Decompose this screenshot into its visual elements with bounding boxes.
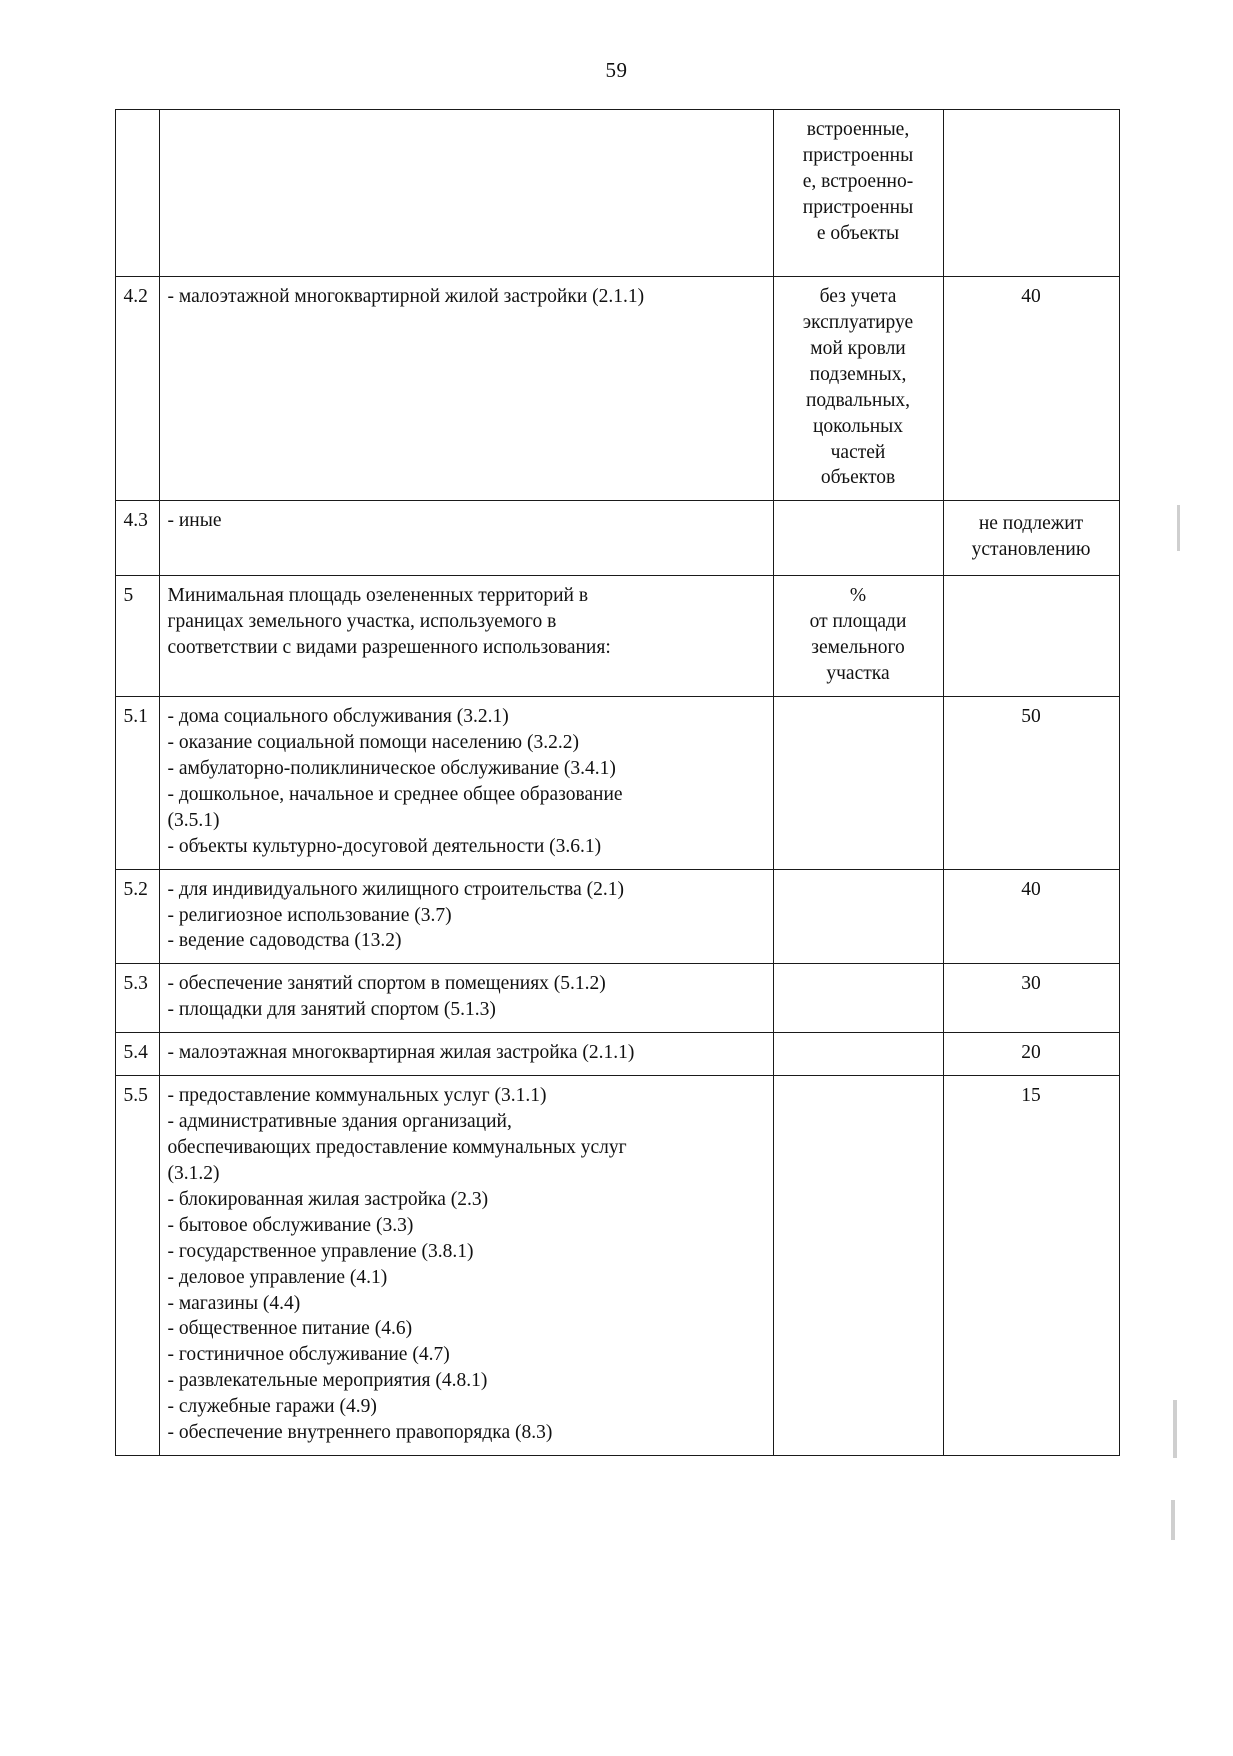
row-unit-cell (773, 1076, 943, 1456)
table-row (115, 1076, 1119, 1456)
table-row (115, 1033, 1119, 1076)
row-value-cell: 20 (943, 1033, 1119, 1076)
row-description-cell (159, 869, 773, 964)
description-line: - административные здания организаций, (167, 1111, 512, 1133)
description-line: - площадки для занятий спортом (5.1.3) (167, 999, 496, 1021)
row-number-cell (115, 110, 159, 277)
unit-line: пристроенны (802, 144, 914, 166)
row-number-cell: 5.2 (115, 869, 159, 964)
unit-line: частей (830, 441, 886, 463)
unit-line: участка (826, 663, 890, 685)
unit-line: земельного (811, 637, 905, 659)
description-line: - предоставление коммунальных услуг (3.1.1) (167, 1085, 547, 1107)
unit-line: мой кровли (810, 337, 906, 359)
row-unit-cell (773, 277, 943, 501)
row-unit-cell (773, 501, 943, 576)
row-unit-cell (773, 964, 943, 1033)
description-line: границах земельного участка, используемого в (167, 611, 557, 633)
row-number-cell: 5.3 (115, 964, 159, 1033)
description-line: - магазины (4.4) (167, 1292, 301, 1314)
scan-artifact-mark (1171, 1500, 1175, 1540)
table-body (115, 110, 1119, 1456)
description-line: - деловое управление (4.1) (167, 1266, 388, 1288)
regulations-table-container (115, 109, 1119, 1456)
row-value-cell: 50 (943, 697, 1119, 870)
description-line: Минимальная площадь озелененных территорий в (167, 585, 589, 607)
row-unit-cell (773, 110, 943, 277)
description-line: - дошкольное, начальное и среднее общее образование (167, 783, 623, 805)
table-row (115, 576, 1119, 697)
row-number-cell: 5.5 (115, 1076, 159, 1456)
unit-line: эксплуатируе (802, 311, 914, 333)
page-number: 59 (605, 58, 628, 82)
description-line: - религиозное использование (3.7) (167, 904, 452, 926)
description-line: - обеспечение внутреннего правопорядка (8.3) (167, 1422, 553, 1444)
table-row (115, 697, 1119, 870)
row-unit-cell (773, 1033, 943, 1076)
description-line: - амбулаторно-поликлиническое обслуживание (3.4.1) (167, 757, 616, 779)
unit-line: е, встроенно- (802, 170, 914, 192)
description-line: - государственное управление (3.8.1) (167, 1240, 474, 1262)
unit-line: встроенные, (806, 119, 910, 140)
row-description-cell: - иные (159, 501, 773, 576)
row-description-cell (159, 1076, 773, 1456)
table-row (115, 110, 1119, 277)
row-description-cell (159, 576, 773, 697)
table-row (115, 964, 1119, 1033)
row-unit-cell (773, 697, 943, 870)
unit-line: без учета (819, 286, 897, 307)
description-line: (3.1.2) (167, 1162, 220, 1184)
table-row (115, 501, 1119, 576)
description-line: (3.5.1) (167, 809, 220, 831)
row-value-cell (943, 576, 1119, 697)
description-line: обеспечивающих предоставление коммунальных услуг (167, 1136, 627, 1158)
description-line: - развлекательные мероприятия (4.8.1) (167, 1370, 488, 1392)
row-value-cell (943, 110, 1119, 277)
row-value-cell (943, 501, 1119, 576)
description-line: - оказание социальной помощи населению (3.2.2) (167, 731, 579, 753)
regulations-table (115, 109, 1120, 1456)
row-number-cell: 5.1 (115, 697, 159, 870)
row-number-cell: 5 (115, 576, 159, 697)
row-number-cell: 4.3 (115, 501, 159, 576)
table-row (115, 277, 1119, 501)
row-value-cell: 40 (943, 277, 1119, 501)
value-line: установлению (971, 539, 1091, 561)
unit-line: % (849, 585, 867, 607)
unit-line: объектов (820, 467, 896, 489)
scan-artifact-mark (1177, 505, 1180, 551)
row-unit-cell (773, 576, 943, 697)
row-description-cell: - малоэтажная многоквартирная жилая застройка (2.1.1) (159, 1033, 773, 1076)
description-line: - для индивидуального жилищного строительства (2.1) (167, 878, 625, 900)
row-value-cell: 40 (943, 869, 1119, 964)
unit-line: подземных, (809, 363, 907, 385)
description-line: - общественное питание (4.6) (167, 1318, 413, 1340)
row-unit-cell (773, 869, 943, 964)
description-line: соответствии с видами разрешенного использования: (167, 637, 611, 659)
description-line: - объекты культурно-досуговой деятельности (3.6.1) (167, 835, 602, 857)
table-row (115, 869, 1119, 964)
row-number-cell: 4.2 (115, 277, 159, 501)
description-line: - блокированная жилая застройка (2.3) (167, 1188, 489, 1210)
row-description-cell: - малоэтажной многоквартирной жилой застройки (2.1.1) (159, 277, 773, 501)
description-line: - бытовое обслуживание (3.3) (167, 1214, 414, 1236)
row-description-cell (159, 964, 773, 1033)
unit-line: цокольных (812, 415, 904, 437)
row-description-cell (159, 110, 773, 277)
unit-line: е объекты (816, 222, 900, 244)
value-line: не подлежит (978, 513, 1084, 535)
description-line: - служебные гаражи (4.9) (167, 1396, 377, 1418)
scan-artifact-mark (1173, 1400, 1177, 1458)
unit-line: от площади (809, 611, 907, 633)
row-description-cell (159, 697, 773, 870)
description-line: - дома социального обслуживания (3.2.1) (167, 706, 509, 728)
unit-line: подвальных, (805, 389, 911, 411)
row-value-cell: 30 (943, 964, 1119, 1033)
unit-line: пристроенны (802, 196, 914, 218)
description-line: - ведение садоводства (13.2) (167, 930, 402, 952)
row-number-cell: 5.4 (115, 1033, 159, 1076)
description-line: - обеспечение занятий спортом в помещениях (5.1.2) (167, 973, 606, 995)
row-value-cell: 15 (943, 1076, 1119, 1456)
description-line: - гостиничное обслуживание (4.7) (167, 1344, 450, 1366)
